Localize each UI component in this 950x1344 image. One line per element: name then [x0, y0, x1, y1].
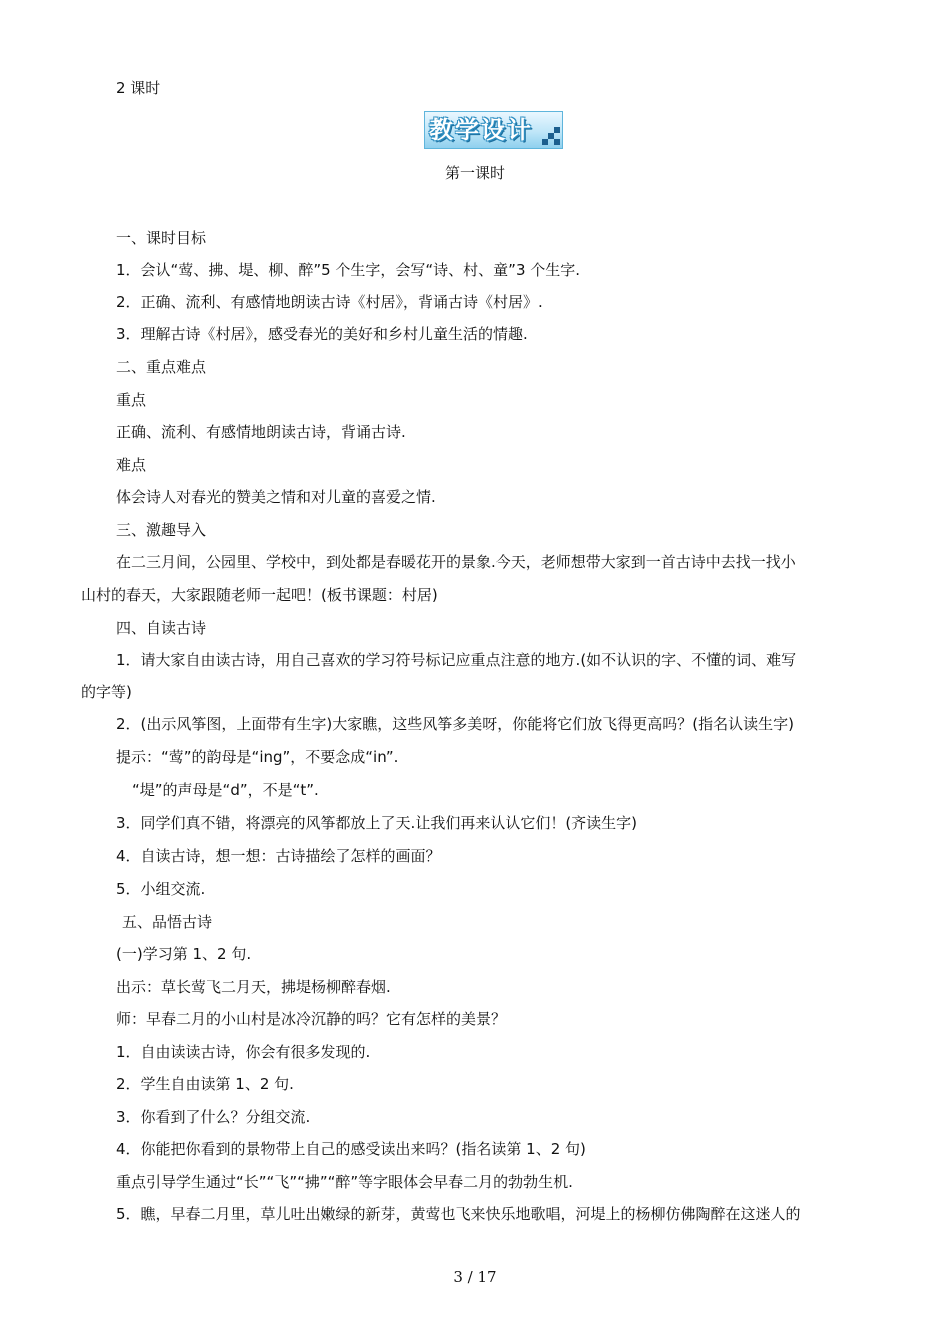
period-count: 2 课时: [116, 79, 161, 97]
decorative-squares-icon: [542, 127, 560, 145]
text-line: 3．理解古诗《村居》，感受春光的美好和乡村儿童生活的情趣.: [116, 325, 528, 343]
banner-label: 教学设计: [429, 116, 533, 144]
page-number: 3 / 17: [453, 1268, 497, 1286]
text-line: (一)学习第 1、2 句.: [116, 945, 252, 963]
text-line: 的字等): [81, 683, 132, 701]
text-line: 2．(出示风筝图，上面带有生字)大家瞧，这些风筝多美呀，你能将它们放飞得更高吗？(指名认读生字): [116, 715, 794, 733]
text-line: 1．请大家自由读古诗，用自己喜欢的学习符号标记应重点注意的地方.(如不认识的字、不懂的词、难写: [116, 651, 797, 669]
text-line: 4．自读古诗，想一想：古诗描绘了怎样的画面？: [116, 847, 441, 865]
text-line: 体会诗人对春光的赞美之情和对儿童的喜爱之情.: [116, 488, 436, 506]
text-line: 一、课时目标: [116, 229, 207, 247]
text-line: 1．会认“莺、拂、堤、柳、醉”5 个生字，会写“诗、村、童”3 个生字.: [116, 261, 581, 279]
teaching-design-banner: [424, 111, 563, 149]
text-line: 2．正确、流利、有感情地朗读古诗《村居》，背诵古诗《村居》.: [116, 293, 543, 311]
text-line: 三、激趣导入: [116, 521, 207, 539]
text-line: “堤”的声母是“d”，不是“t”.: [132, 781, 319, 799]
text-line: 5．瞧，早春二月里，草儿吐出嫩绿的新芽，黄莺也飞来快乐地歌唱，河堤上的杨柳仿佛陶醉在这迷人的: [116, 1205, 801, 1223]
text-line: 3．你看到了什么？分组交流.: [116, 1108, 311, 1126]
text-line: 出示：草长莺飞二月天，拂堤杨柳醉春烟.: [116, 978, 391, 996]
text-line: 正确、流利、有感情地朗读古诗，背诵古诗.: [116, 423, 406, 441]
text-line: 四、自读古诗: [116, 619, 207, 637]
text-line: 5．小组交流.: [116, 880, 206, 898]
text-line: 难点: [116, 456, 147, 474]
text-line: 3．同学们真不错，将漂亮的风筝都放上了天.让我们再来认认它们！(齐读生字): [116, 814, 638, 832]
text-line: 二、重点难点: [116, 358, 207, 376]
text-line: 提示：“莺”的韵母是“ing”，不要念成“in”.: [116, 748, 399, 766]
text-line: 重点: [116, 391, 147, 409]
lesson-heading: 第一课时: [444, 164, 505, 182]
text-line: 师：早春二月的小山村是冰冷沉静的吗？它有怎样的美景？: [116, 1010, 507, 1028]
text-line: 1．自由读读古诗，你会有很多发现的.: [116, 1043, 371, 1061]
text-line: 重点引导学生通过“长”“飞”“拂”“醉”等字眼体会早春二月的勃勃生机.: [116, 1173, 573, 1191]
text-line: 2．学生自由读第 1、2 句.: [116, 1075, 294, 1093]
text-line: 4．你能把你看到的景物带上自己的感受读出来吗？(指名读第 1、2 句): [116, 1140, 586, 1158]
text-line: 山村的春天，大家跟随老师一起吧！(板书课题：村居): [81, 586, 438, 604]
text-line: 五、品悟古诗: [122, 913, 213, 931]
text-line: 在二三月间，公园里、学校中，到处都是春暖花开的景象.今天，老师想带大家到一首古诗中去找一找小: [116, 553, 796, 571]
